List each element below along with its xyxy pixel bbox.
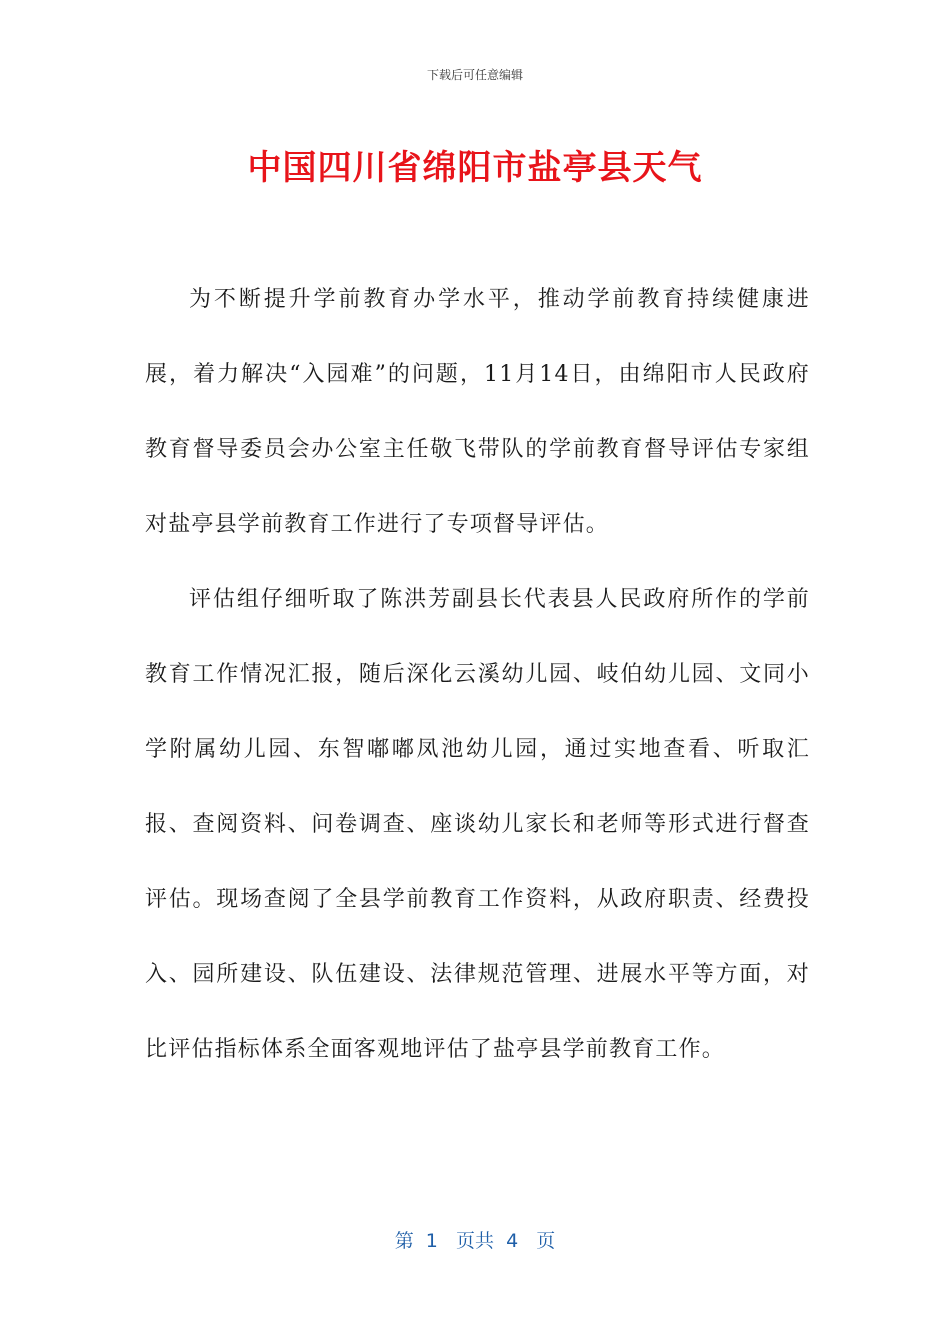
page-footer: 第 1 页共 4 页 xyxy=(394,1230,556,1252)
document-body xyxy=(145,262,810,1087)
page-title: 中国四川省绵阳市盐亭县天气 xyxy=(247,148,703,188)
header-note: 下载后可任意编辑 xyxy=(426,68,523,82)
paragraph-1: 为不断提升学前教育办学水平，推动学前教育持续健康进展，着力解决“入园难”的问题，11月14日，由绵阳市人民政府教育督导委员会办公室主任敬飞带队的学前教育督导评估专家组对盐亭县学前教育工作进行了专项督导评估。 xyxy=(145,287,810,537)
paragraph-2: 评估组仔细听取了陈洪芳副县长代表县人民政府所作的学前教育工作情况汇报，随后深化云溪幼儿园、岐伯幼儿园、文同小学附属幼儿园、东智嘟嘟凤池幼儿园，通过实地查看、听取汇报、查阅资料、问卷调查、座谈幼儿家长和老师等形式进行督查评估。现场查阅了全县学前教育工作资料，从政府职责、经费投入、园所建设、队伍建设、法律规范管理、进展水平等方面，对比评估指标体系全面客观地评估了盐亭县学前教育工作。 xyxy=(145,587,810,1062)
